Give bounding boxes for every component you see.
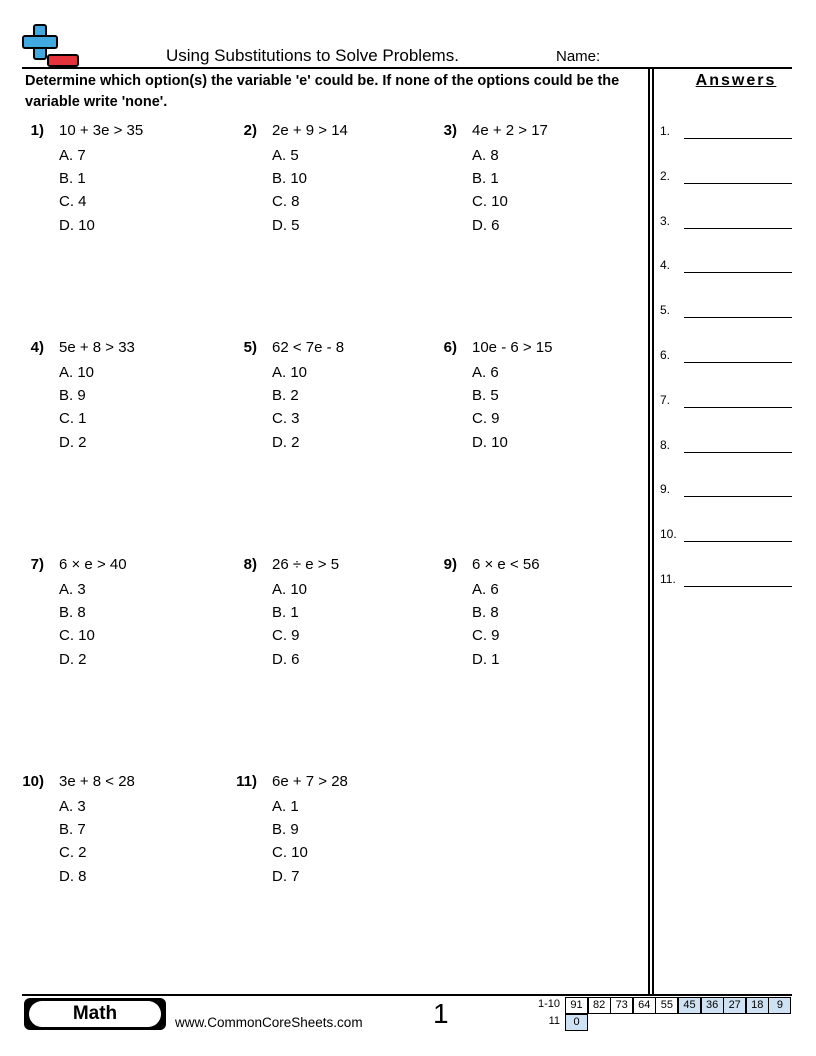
answer-row (660, 438, 794, 458)
problem-header (437, 122, 627, 144)
answer-number: 4. (660, 258, 671, 273)
answer-option: A. 7 (59, 147, 86, 164)
column-divider-right (652, 68, 654, 994)
answer-option: D. 10 (472, 433, 508, 451)
answers-title: Answers (695, 72, 777, 89)
problem-inequality: 10 + 3e > 35 (59, 122, 144, 139)
score-cell: 64 (633, 997, 656, 1014)
page-title: Using Substitutions to Solve Problems. (166, 46, 459, 65)
answer-option: A. 3 (59, 581, 86, 598)
answer-blank[interactable] (684, 228, 792, 229)
answer-number: 11. (660, 572, 676, 586)
answer-option: B. 9 (59, 387, 86, 405)
problem-inequality: 6e + 7 > 28 (272, 773, 348, 790)
answer-number: 1. (660, 124, 671, 138)
problem-inequality: 6 × e < 56 (472, 556, 540, 573)
problem (437, 339, 627, 454)
answer-option: D. 6 (272, 650, 300, 668)
problem (237, 339, 427, 454)
problem-number: 4) (30, 339, 44, 356)
answer-row (660, 169, 794, 189)
answer-option: C. 10 (472, 193, 508, 211)
answer-option: B. 1 (272, 604, 299, 622)
top-rule (22, 67, 792, 69)
problem-number: 11) (236, 773, 257, 790)
plus-minus-logo-icon (22, 24, 80, 68)
problem-header (237, 339, 427, 361)
answer-blank[interactable] (684, 541, 792, 542)
answer-row (660, 482, 794, 502)
problem-inequality: 5e + 8 > 33 (59, 339, 135, 356)
problem-header (24, 339, 214, 361)
answer-blank[interactable] (684, 183, 792, 184)
name-label: Name: (556, 48, 601, 65)
answer-option: C. 9 (472, 627, 500, 645)
answer-row (660, 214, 794, 234)
website-url: www.CommonCoreSheets.com (175, 1015, 363, 1030)
problem-header (24, 556, 214, 578)
answer-option: D. 2 (272, 433, 300, 451)
score-row-label: 1-10 (537, 998, 560, 1010)
answer-blank[interactable] (684, 317, 792, 318)
answer-number: 8. (660, 437, 671, 452)
score-cell: 9 (768, 997, 791, 1014)
problem-header (237, 773, 427, 795)
score-cell: 45 (678, 997, 701, 1014)
problem-inequality: 2e + 9 > 14 (272, 122, 348, 139)
problem-inequality: 10e - 6 > 15 (472, 339, 553, 356)
answer-option: B. 1 (59, 170, 86, 188)
answer-option: B. 8 (59, 604, 86, 622)
answer-blank[interactable] (684, 407, 792, 408)
problem-header (24, 122, 214, 144)
column-divider-left (648, 68, 650, 994)
score-cell: 36 (701, 997, 724, 1014)
score-cell: 55 (655, 997, 678, 1014)
problem-header (24, 773, 214, 795)
answer-option: C. 9 (472, 410, 500, 428)
answer-option: B. 5 (472, 387, 499, 405)
score-row-label: 11 (548, 1015, 560, 1027)
problem-header (437, 339, 627, 361)
problem-header (237, 556, 427, 578)
answer-option: A. 5 (272, 147, 299, 164)
answer-row (660, 258, 794, 278)
answer-option: A. 1 (272, 798, 299, 815)
answer-option: B. 7 (59, 821, 86, 839)
answer-option: B. 8 (472, 604, 499, 622)
score-cell: 18 (746, 997, 769, 1014)
answer-option: A. 6 (472, 364, 499, 381)
problem-number: 10) (22, 773, 44, 790)
answer-option: D. 7 (272, 867, 300, 885)
answer-blank[interactable] (684, 362, 792, 363)
problem-inequality: 6 × e > 40 (59, 556, 127, 573)
answer-option: A. 10 (272, 364, 308, 381)
page-number: 1 (433, 998, 449, 1029)
score-cell: 0 (565, 1014, 588, 1031)
answer-option: C. 9 (272, 627, 300, 645)
answer-option: B. 10 (272, 170, 308, 188)
answer-row (660, 348, 794, 368)
answer-option: D. 5 (272, 216, 300, 234)
problem (24, 122, 214, 237)
problem-number: 3) (443, 122, 457, 139)
problem (437, 556, 627, 671)
answer-option: B. 1 (472, 170, 499, 188)
score-cell: 91 (565, 997, 588, 1014)
problem (237, 122, 427, 237)
problem-number: 2) (243, 122, 257, 139)
problem-inequality: 4e + 2 > 17 (472, 122, 548, 139)
answer-number: 7. (660, 392, 671, 407)
answer-blank[interactable] (684, 496, 792, 497)
bottom-rule (22, 994, 792, 996)
answer-number: 2. (660, 168, 671, 183)
answer-option: A. 10 (59, 364, 95, 381)
problem (24, 339, 214, 454)
answer-number: 10. (660, 527, 677, 542)
answer-number: 3. (660, 213, 671, 228)
answer-option: D. 6 (472, 216, 500, 234)
score-cell: 82 (588, 997, 611, 1014)
instructions: Determine which option(s) the variable 'e' could be. If none of the options could be the variable write 'none'. (25, 73, 620, 110)
problem-number: 1) (30, 122, 44, 139)
answer-blank[interactable] (684, 586, 792, 587)
answer-option: C. 10 (272, 844, 308, 862)
problem-number: 9) (443, 556, 457, 573)
answer-option: C. 10 (59, 627, 95, 645)
answer-blank[interactable] (684, 138, 792, 139)
problem-header (237, 122, 427, 144)
answer-option: D. 2 (59, 433, 87, 451)
answer-row (660, 303, 794, 323)
answer-option: C. 2 (59, 844, 87, 862)
answer-number: 6. (660, 348, 671, 362)
answer-option: A. 6 (472, 581, 499, 598)
answer-option: D. 2 (59, 650, 87, 668)
answer-option: B. 9 (272, 821, 299, 839)
score-cell: 27 (723, 997, 746, 1014)
problem (237, 556, 427, 671)
problem-header (437, 556, 627, 578)
problem (237, 773, 427, 888)
answer-row (660, 572, 794, 592)
problem (24, 773, 214, 888)
score-cell: 73 (610, 997, 633, 1014)
answer-row (660, 124, 794, 144)
problem-inequality: 3e + 8 < 28 (59, 773, 135, 790)
answer-option: D. 10 (59, 216, 95, 234)
answer-option: B. 2 (272, 387, 299, 405)
answer-option: C. 3 (272, 410, 300, 428)
answer-option: C. 4 (59, 193, 87, 211)
answer-option: D. 8 (59, 867, 87, 885)
problem-number: 6) (443, 339, 457, 356)
answer-row (660, 527, 794, 547)
answer-option: A. 10 (272, 581, 308, 598)
problem-inequality: 26 ÷ e > 5 (272, 556, 340, 573)
answer-blank[interactable] (684, 452, 792, 453)
answer-option: D. 1 (472, 650, 500, 668)
subject-badge (24, 998, 166, 1030)
answer-option: A. 8 (472, 147, 499, 164)
answer-option: C. 8 (272, 193, 300, 211)
problem-inequality: 62 < 7e - 8 (272, 339, 345, 356)
problem (437, 122, 627, 237)
answer-number: 5. (660, 303, 671, 318)
problem-number: 8) (243, 556, 257, 573)
answer-row (660, 393, 794, 413)
problem (24, 556, 214, 671)
answer-option: C. 1 (59, 410, 87, 428)
problem-number: 5) (243, 339, 257, 356)
problem-number: 7) (30, 556, 44, 573)
answer-blank[interactable] (684, 272, 792, 273)
answer-option: A. 3 (59, 798, 86, 815)
subject-label: Math (29, 1001, 161, 1027)
answer-number: 9. (660, 482, 671, 497)
